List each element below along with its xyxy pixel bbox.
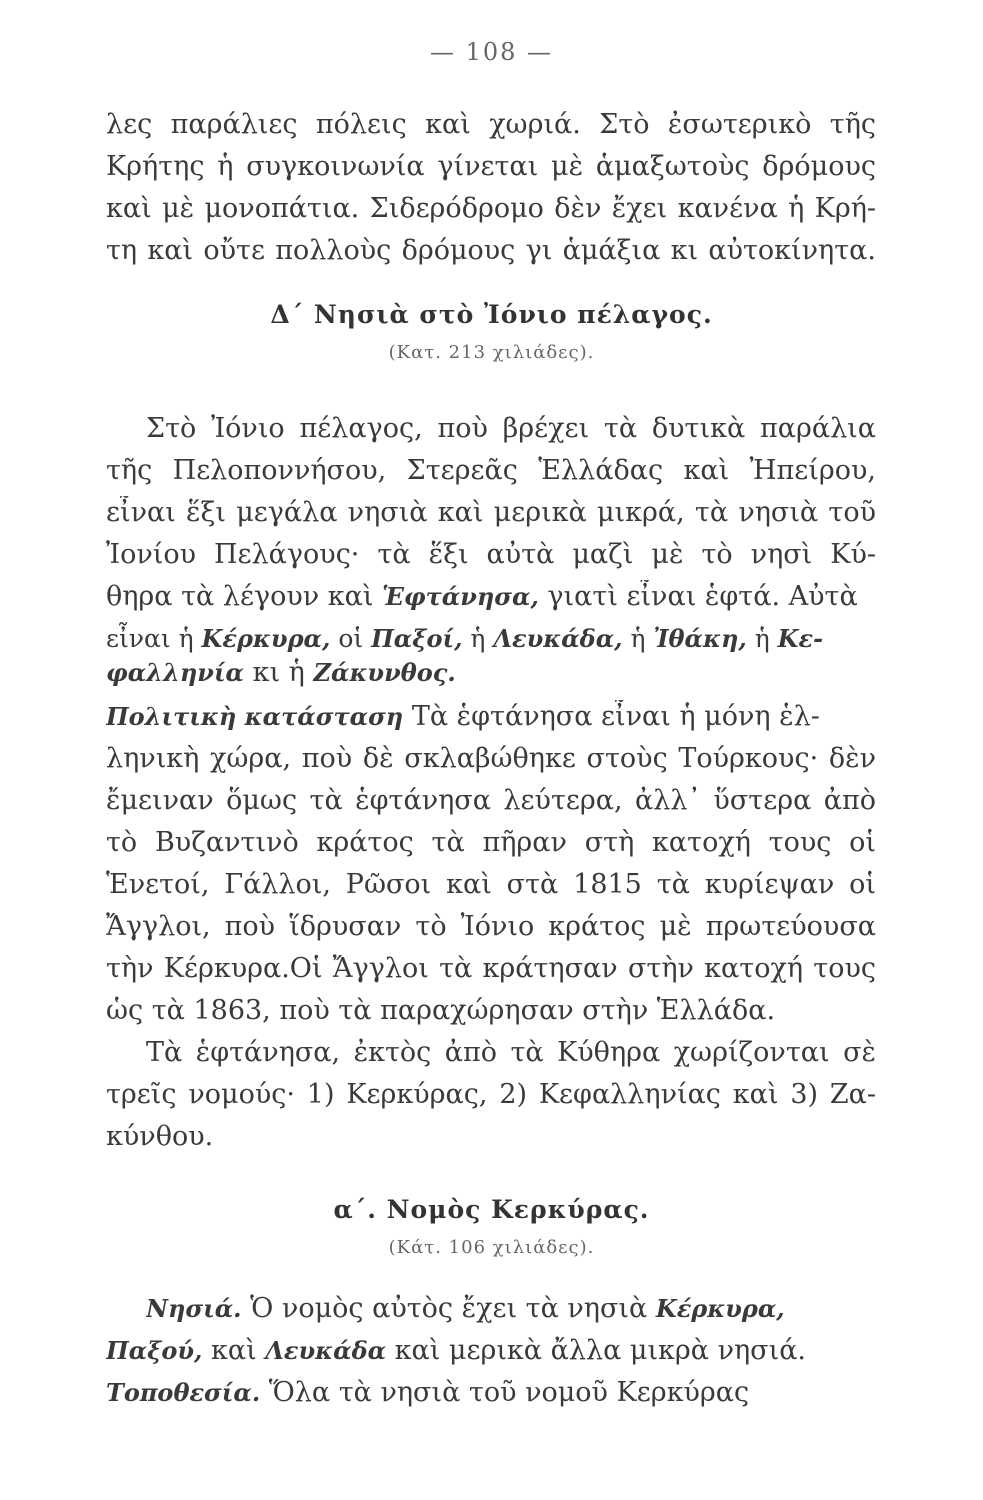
island-name: Λευκάδα, <box>493 624 623 653</box>
paragraph-lead: Πολιτικὴ κατάσταση <box>106 702 404 731</box>
page-number: — 108 — <box>429 38 554 66</box>
text-line <box>146 1292 876 1326</box>
text-line: Ἑνετοί, Γάλλοι, Ρῶσοι καὶ στὰ 1815 τὰ κυρίεψαν οἱ <box>106 869 876 900</box>
text-line: Κρήτης ἡ συγκοινωνία γίνεται μὲ ἁμαξωτοὺς δρόμους <box>106 151 876 182</box>
text-line: Ἰονίου Πελάγους· τὰ ἕξι αὐτὰ μαζὶ μὲ τὸ νησὶ Κύ- <box>106 539 876 570</box>
text-span: ἡ <box>754 624 770 653</box>
section-subheading: (Κάτ. 106 χιλιάδες). <box>388 1237 595 1258</box>
text-span: Ὅλα τὰ νησιὰ τοῦ νομοῦ Κερκύρας <box>268 1377 750 1408</box>
text-line: ὡς τὰ 1863, ποὺ τὰ παραχώρησαν στὴν Ἑλλάδα. <box>106 995 776 1026</box>
text-span: κι ἡ <box>252 657 305 688</box>
section-heading: Δ΄ Νησιὰ στὸ Ἰόνιο πέλαγος. <box>270 300 713 329</box>
text-line <box>106 1334 876 1368</box>
text-line <box>106 700 876 734</box>
text-span: οἱ <box>338 624 364 653</box>
text-line <box>106 656 876 690</box>
text-line: Στὸ Ἰόνιο πέλαγος, ποὺ βρέχει τὰ δυτικὰ παράλια <box>146 413 876 444</box>
text-line: λες παράλιες πόλεις καὶ χωριά. Στὸ ἐσωτερικὸ τῆς <box>106 109 876 140</box>
text-line: Τὰ ἑφτάνησα, ἐκτὸς ἀπὸ τὰ Κύθηρα χωρίζονται σὲ <box>146 1037 876 1068</box>
island-name: Ἰθάκη, <box>653 624 747 653</box>
text-line: κύνθου. <box>106 1121 214 1152</box>
island-name: Ζάκυνθος. <box>313 658 456 687</box>
text-line: τὸ Βυζαντινὸ κράτος τὰ πῆραν στὴ κατοχή τους οἱ <box>106 827 876 858</box>
island-name: Κέρκυρα, <box>201 624 331 653</box>
paragraph-lead: Τοποθεσία. <box>106 1378 261 1407</box>
text-line: ἔμειναν ὅμως τὰ ἑφτάνησα λεύτερα, ἀλλ᾽ ὕστερα ἀπὸ <box>106 785 876 816</box>
text-span: καὶ <box>210 1335 257 1366</box>
text-span: ἡ <box>630 624 646 653</box>
island-name: Κε- <box>777 624 824 653</box>
text-line: Ἄγγλοι, ποὺ ἵδρυσαν τὸ Ἰόνιο κράτος μὲ πρωτεύουσα <box>106 911 876 942</box>
text-line: ληνικὴ χώρα, ποὺ δὲ σκλαβώθηκε στοὺς Τούρκους· δὲν <box>106 743 876 774</box>
text-line: τὴν Κέρκυρα.Οἱ Ἄγγλοι τὰ κράτησαν στὴν κατοχή τους <box>106 953 876 984</box>
text-line: εἶναι ἕξι μεγάλα νησιὰ καὶ μερικὰ μικρά, τὰ νησιὰ τοῦ <box>106 497 876 528</box>
text-span: Ὁ νομὸς αὐτὸς ἔχει τὰ νησιὰ <box>250 1293 648 1324</box>
island-name: Κέρκυρα, <box>655 1294 785 1323</box>
text-line: καὶ μὲ μονοπάτια. Σιδερόδρομο δὲν ἔχει κανένα ἡ Κρή- <box>106 193 876 224</box>
text-span: ἡ <box>470 624 486 653</box>
text-line <box>106 580 876 614</box>
text-span: γιατὶ εἶναι ἑφτά. Αὐτὰ <box>547 581 858 612</box>
text-line <box>106 622 876 656</box>
text-span: εἶναι ἡ <box>106 624 194 653</box>
text-line <box>106 1376 876 1410</box>
island-name: φαλληνία <box>106 658 245 687</box>
section-heading: α΄. Νομὸς Κερκύρας. <box>333 1195 650 1224</box>
text-span: Τὰ ἑφτάνησα εἶναι ἡ μόνη ἑλ- <box>411 701 820 732</box>
section-subheading: (Κατ. 213 χιλιάδες). <box>388 342 595 363</box>
emphasis-text: Ἑφτάνησα, <box>382 582 539 611</box>
island-name: Παξοί, <box>371 624 463 653</box>
island-name: Λευκάδα <box>265 1336 387 1365</box>
text-line: τη καὶ οὔτε πολλοὺς δρόμους γι ἁμάξια κι αὐτοκίνητα. <box>106 235 876 266</box>
text-span: καὶ μερικὰ ἄλλα μικρὰ νησιά. <box>394 1335 807 1366</box>
island-name: Παξού, <box>106 1336 203 1365</box>
text-line: τρεῖς νομούς· 1) Κερκύρας, 2) Κεφαλληνίας καὶ 3) Ζα- <box>106 1079 876 1110</box>
text-span: θηρα τὰ λέγουν καὶ <box>106 581 374 612</box>
text-line: τῆς Πελοποννήσου, Στερεᾶς Ἑλλάδας καὶ Ἠπείρου, <box>106 455 876 486</box>
paragraph-lead: Νησιά. <box>146 1294 242 1323</box>
